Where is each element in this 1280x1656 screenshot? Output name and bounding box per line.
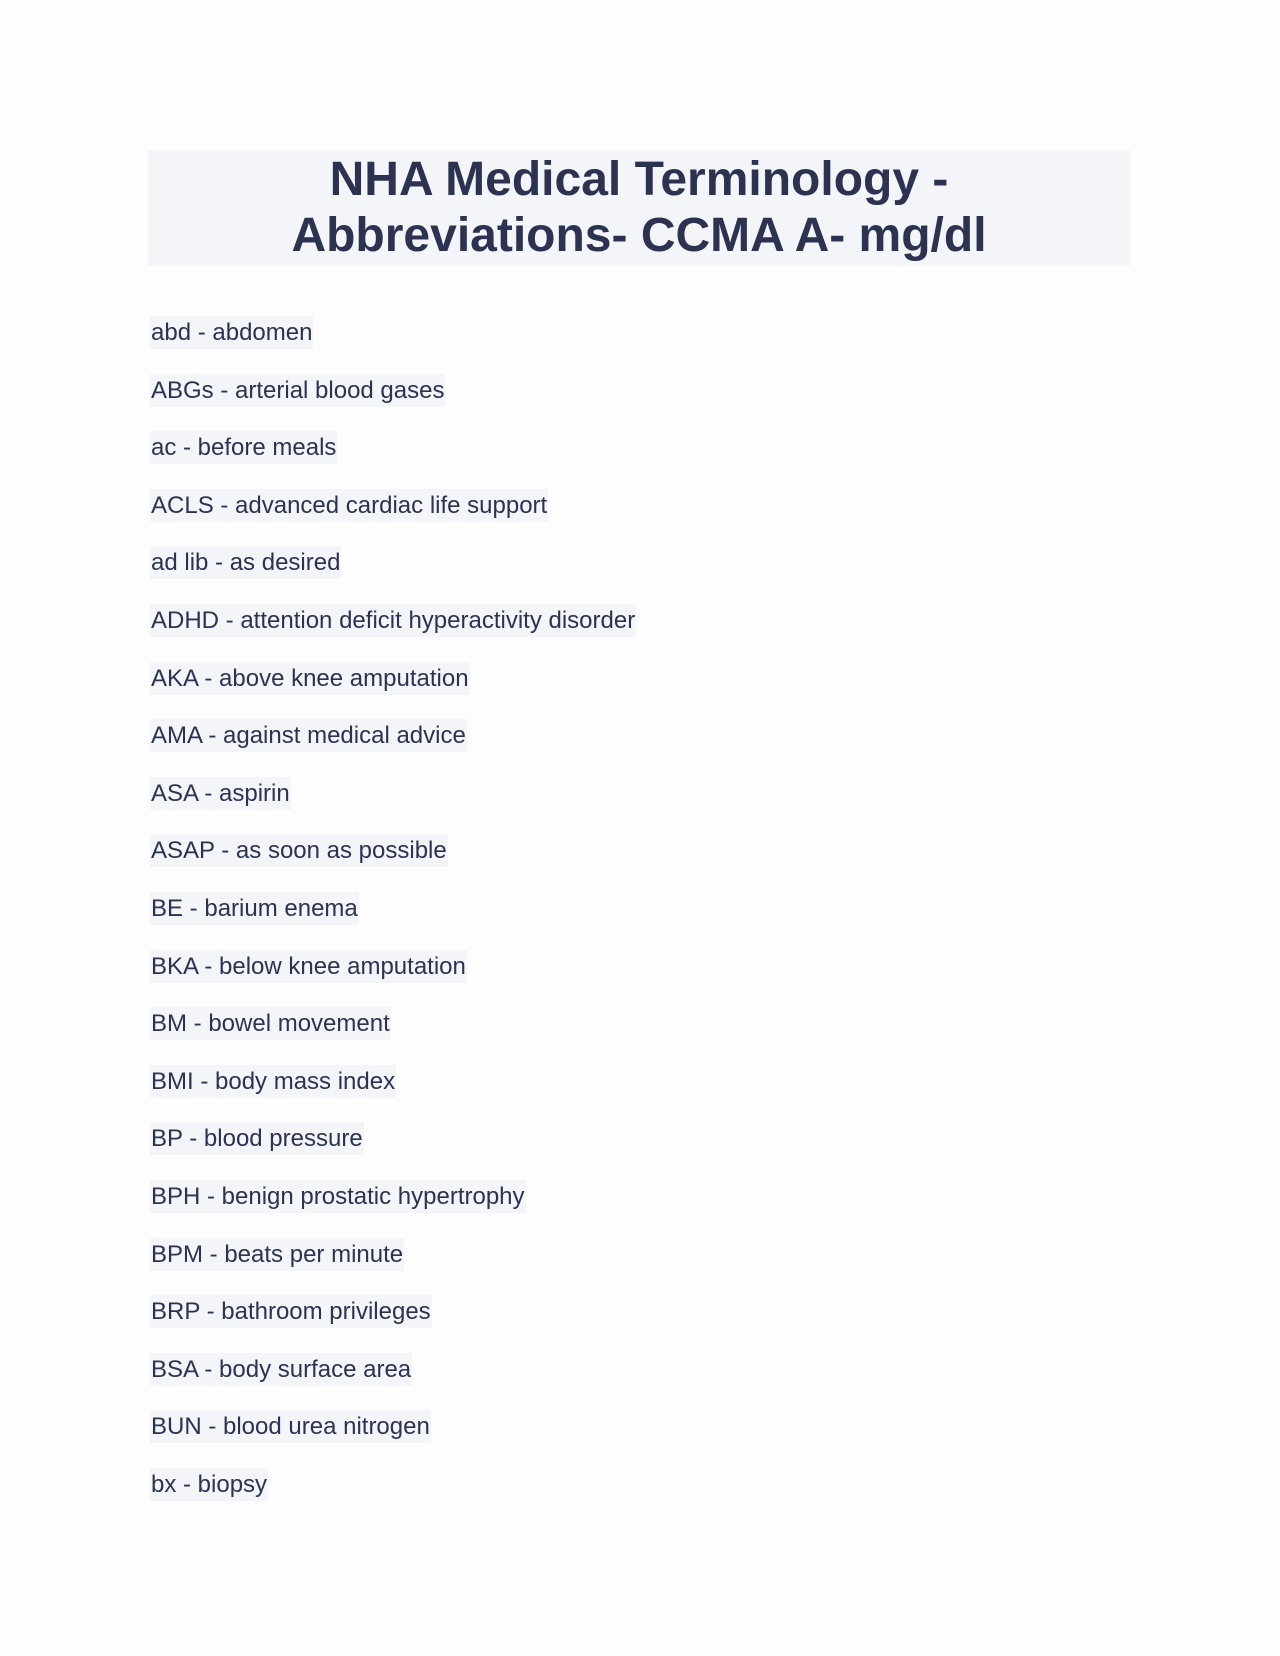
list-item — [150, 1180, 636, 1238]
entry-text: ac - before meals — [150, 431, 337, 464]
list-item — [150, 316, 636, 374]
list-item — [150, 1468, 636, 1526]
entry-text: BM - bowel movement — [150, 1007, 391, 1040]
list-item — [150, 1065, 636, 1123]
list-item — [150, 1353, 636, 1411]
entry-text: ADHD - attention deficit hyperactivity disorder — [150, 604, 636, 637]
list-item — [150, 1122, 636, 1180]
entry-text: ad lib - as desired — [150, 546, 341, 579]
entry-text: abd - abdomen — [150, 316, 313, 349]
list-item — [150, 1007, 636, 1065]
list-item — [150, 1238, 636, 1296]
title-line-2: Abbreviations- CCMA A- mg/dl — [291, 209, 987, 262]
list-item — [150, 604, 636, 662]
list-item — [150, 489, 636, 547]
list-item — [150, 374, 636, 432]
entry-text: AMA - against medical advice — [150, 719, 467, 752]
entry-text: ASA - aspirin — [150, 777, 291, 810]
entry-text: BMI - body mass index — [150, 1065, 396, 1098]
entry-text: BE - barium enema — [150, 892, 359, 925]
entry-text: ACLS - advanced cardiac life support — [150, 489, 548, 522]
entry-text: AKA - above knee amputation — [150, 662, 470, 695]
list-item — [150, 777, 636, 835]
list-item — [150, 719, 636, 777]
title-line-1: NHA Medical Terminology - — [329, 153, 949, 206]
entry-text: BUN - blood urea nitrogen — [150, 1410, 431, 1443]
list-item — [150, 546, 636, 604]
entry-text: ABGs - arterial blood gases — [150, 374, 445, 407]
entry-text: BPH - benign prostatic hypertrophy — [150, 1180, 526, 1213]
list-item — [150, 950, 636, 1008]
entry-text: BPM - beats per minute — [150, 1238, 404, 1271]
list-item — [150, 662, 636, 720]
list-item — [150, 834, 636, 892]
entry-text: ASAP - as soon as possible — [150, 834, 448, 867]
entry-text: BP - blood pressure — [150, 1122, 364, 1155]
list-item — [150, 431, 636, 489]
document-title — [148, 150, 1130, 266]
entry-text: BRP - bathroom privileges — [150, 1295, 432, 1328]
list-item — [150, 892, 636, 950]
entry-text: BKA - below knee amputation — [150, 950, 467, 983]
abbreviation-list — [150, 316, 636, 1525]
entry-text: BSA - body surface area — [150, 1353, 412, 1386]
list-item — [150, 1295, 636, 1353]
entry-text: bx - biopsy — [150, 1468, 268, 1501]
list-item — [150, 1410, 636, 1468]
